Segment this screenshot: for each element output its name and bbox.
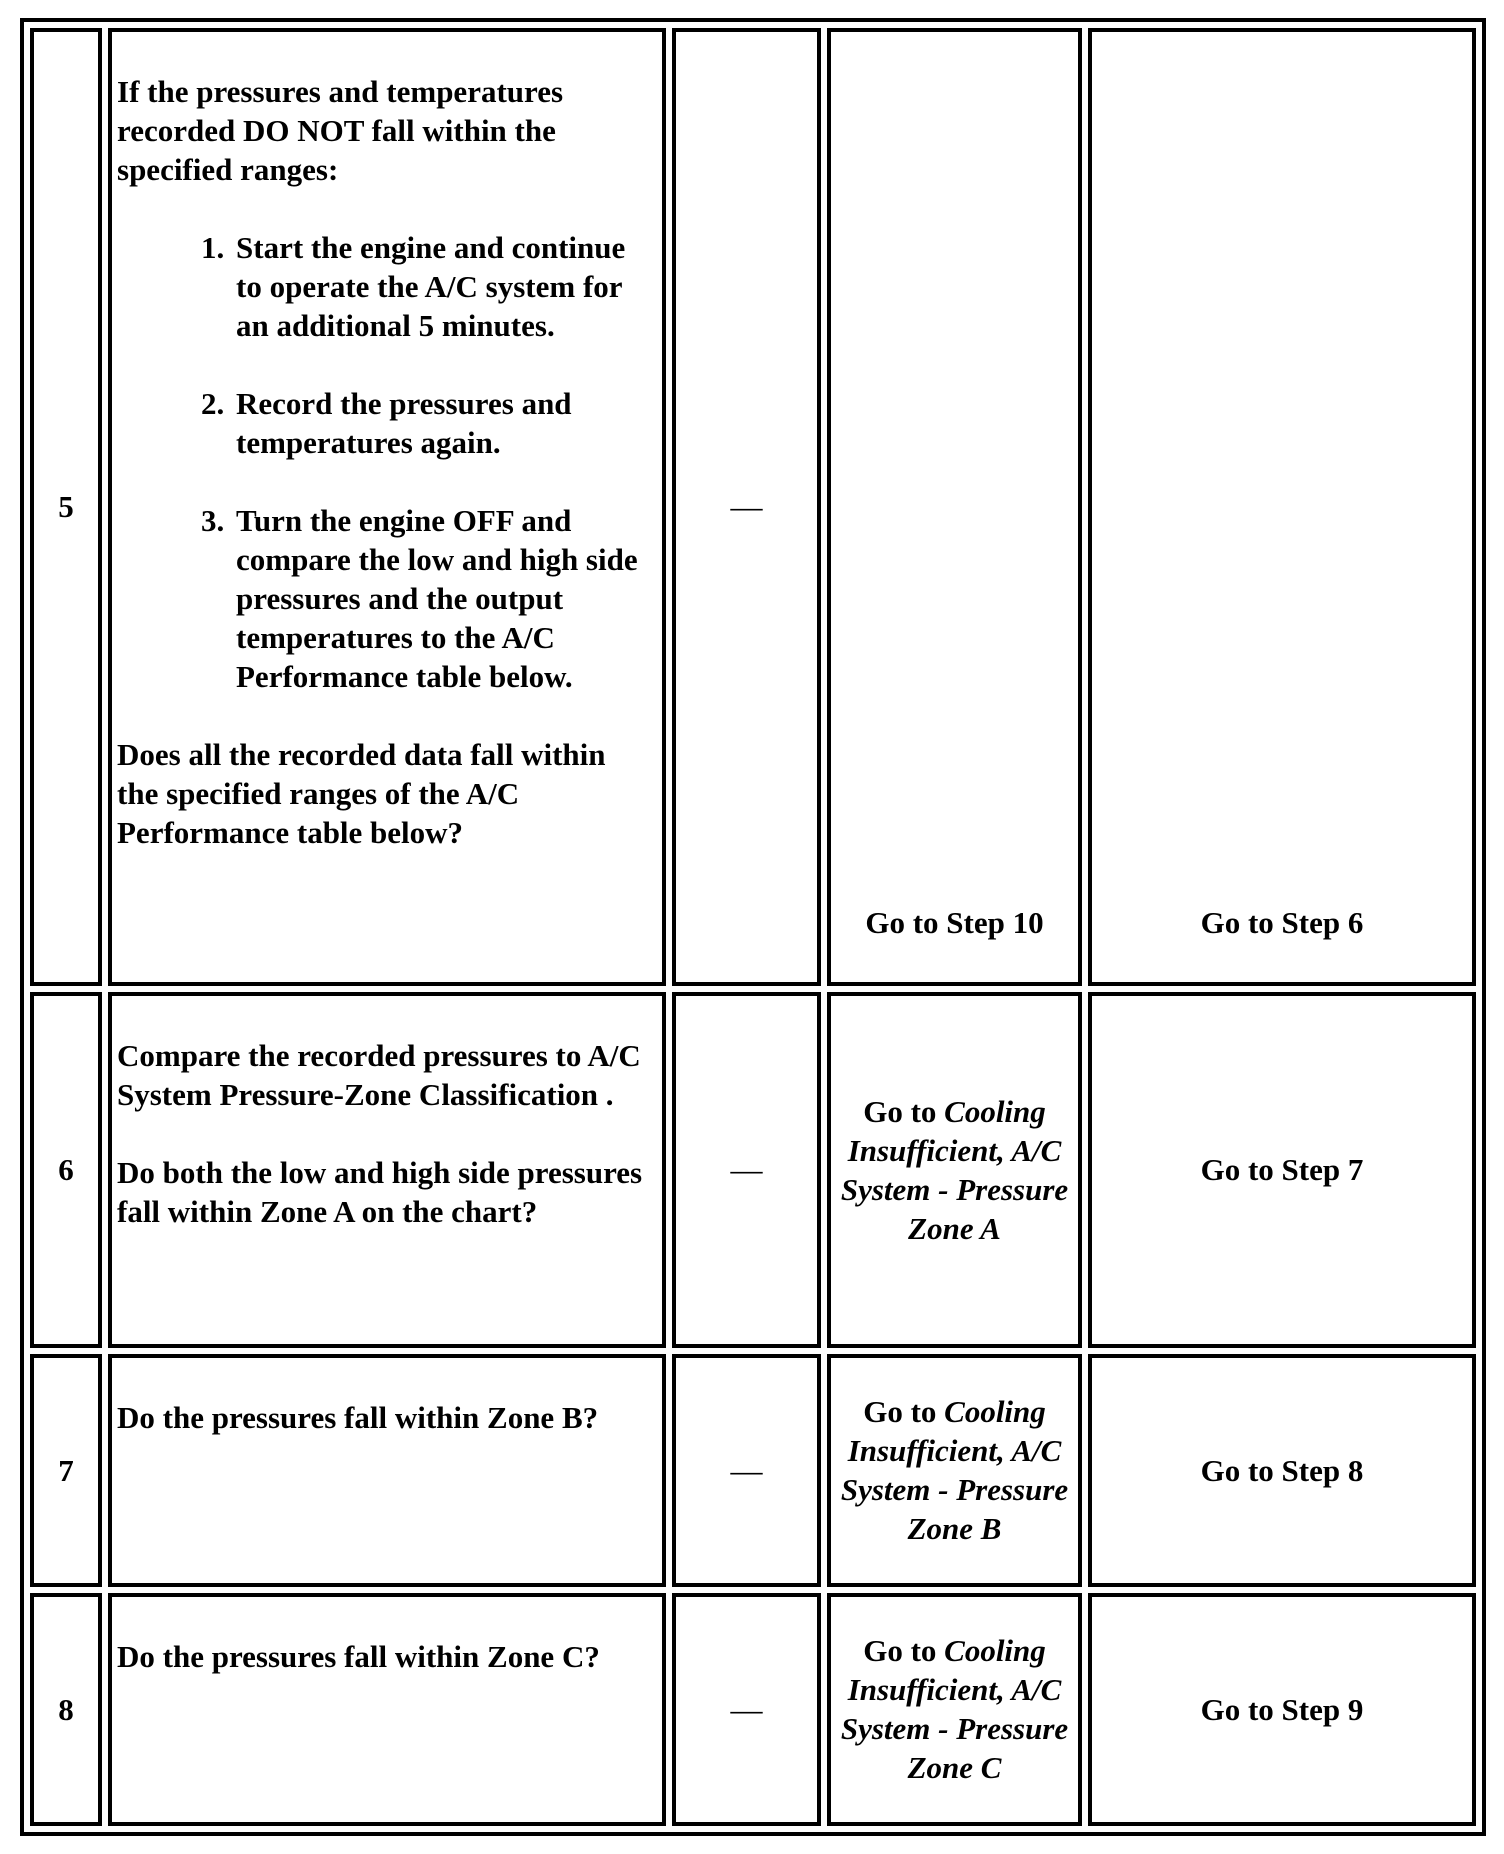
step-number: 5 — [30, 28, 102, 986]
action-cell — [108, 28, 666, 986]
yes-link[interactable] — [827, 992, 1082, 1348]
value-cell: — — [672, 1354, 821, 1587]
action-question: Do the pressures fall within Zone B? — [117, 1399, 599, 1435]
value-cell: — — [672, 28, 821, 986]
action-steps-list — [117, 228, 654, 696]
yes-link-title[interactable]: Cooling Insufficient, A/C System - Pressure Zone B — [840, 1394, 1069, 1547]
yes-prefix: Go to — [863, 1633, 937, 1669]
action-question: Does all the recorded data fall within the specified ranges of the A/C Performance table below? — [117, 737, 606, 850]
action-step: 2. Record the pressures and temperatures again. — [232, 384, 654, 462]
action-step: 1. Start the engine and continue to operate the A/C system for an additional 5 minutes. — [232, 228, 654, 345]
value-cell: — — [672, 1593, 821, 1826]
table-row — [30, 1354, 1476, 1587]
diagnostic-table — [20, 18, 1486, 1836]
step-number: 7 — [30, 1354, 102, 1587]
action-intro: If the pressures and temperatures recorded DO NOT fall within the specified ranges: — [117, 74, 564, 187]
step-number: 6 — [30, 992, 102, 1348]
no-link[interactable]: Go to Step 6 — [1088, 28, 1476, 986]
action-intro: Compare the recorded pressures to A/C System Pressure-Zone Classification . — [117, 1037, 641, 1112]
no-link[interactable]: Go to Step 7 — [1088, 992, 1476, 1348]
table-row — [30, 28, 1476, 986]
yes-prefix: Go to — [863, 1394, 937, 1430]
step-number: 8 — [30, 1593, 102, 1826]
no-link[interactable]: Go to Step 8 — [1088, 1354, 1476, 1587]
yes-link-title[interactable]: Cooling Insufficient, A/C System - Pressure Zone C — [840, 1633, 1069, 1786]
action-question: Do the pressures fall within Zone C? — [117, 1638, 600, 1674]
action-step: 3. Turn the engine OFF and compare the low and high side pressures and the output temperatures to the A/C Performance table below. — [232, 501, 654, 696]
table-row — [30, 1593, 1476, 1826]
action-cell — [108, 1593, 666, 1826]
table-row — [30, 992, 1476, 1348]
action-cell — [108, 992, 666, 1348]
yes-prefix: Go to — [863, 1093, 937, 1129]
yes-link-title[interactable]: Cooling Insufficient, A/C System - Pressure Zone A — [840, 1093, 1069, 1246]
value-cell: — — [672, 992, 821, 1348]
yes-link[interactable] — [827, 1354, 1082, 1587]
action-cell — [108, 1354, 666, 1587]
action-question: Do both the low and high side pressures fall within Zone A on the chart? — [117, 1154, 643, 1229]
yes-link[interactable] — [827, 1593, 1082, 1826]
no-link[interactable]: Go to Step 9 — [1088, 1593, 1476, 1826]
yes-link[interactable]: Go to Step 10 — [827, 28, 1082, 986]
